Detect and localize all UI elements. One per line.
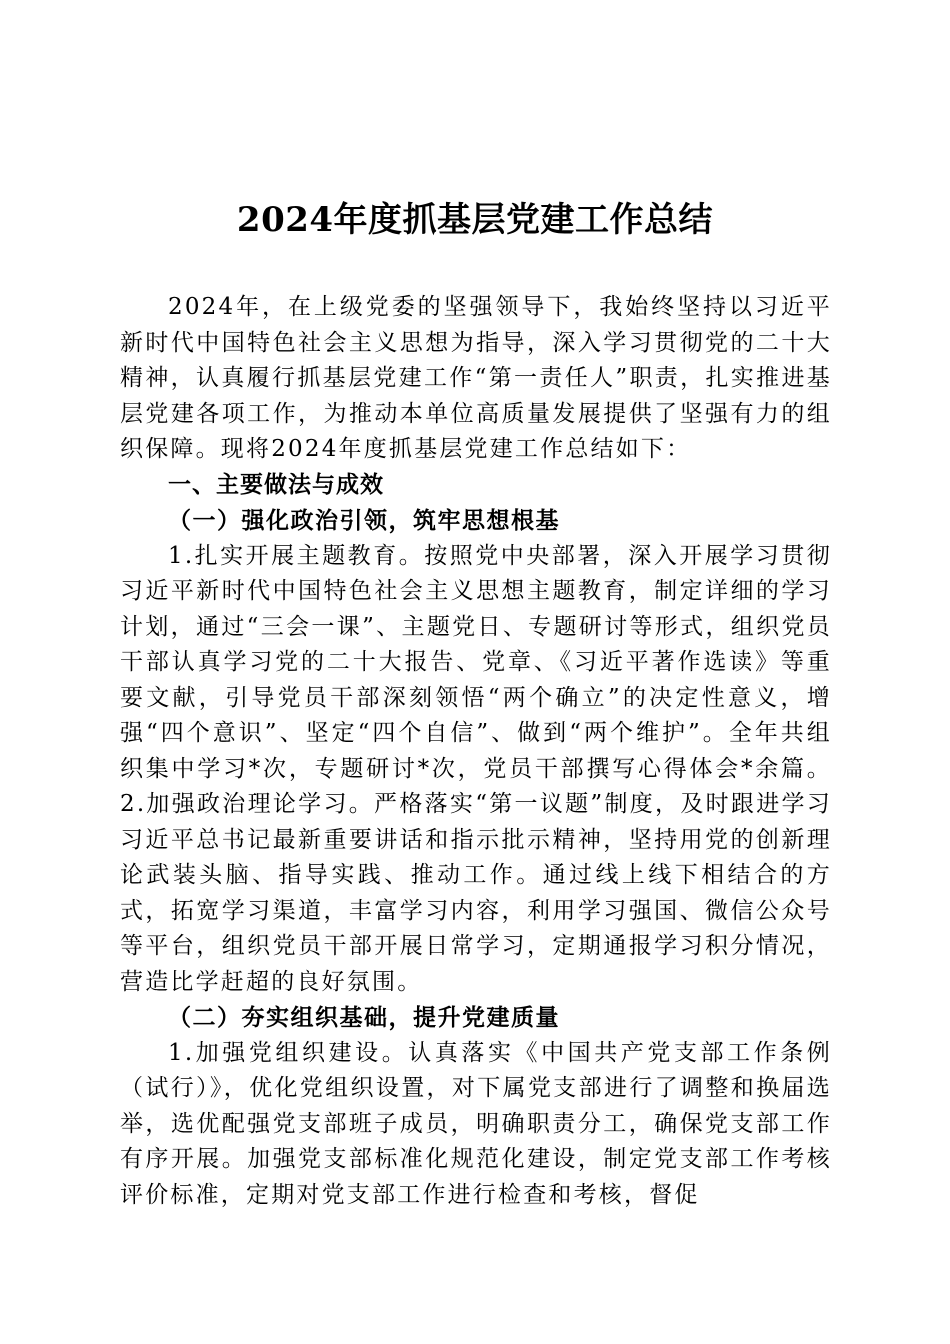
section-heading-1: 一、主要做法与成效 [168,471,384,498]
intro-paragraph: 2024年，在上级党委的坚强领导下，我始终坚持以习近平新时代中国特色社会主义思想为指导，深入学习贯彻党的二十大精神，认真履行抓基层党建工作“第一责任人”职责，扎实推进基层党建各项工作，为推动本单位高质量发展提供了坚强有力的组织保障。现将2024年度抓基层党建工作总结如下： [120,294,832,462]
subsection-heading-2: （二）夯实组织基础，提升党建质量 [168,1004,560,1031]
document-body [120,290,832,1213]
subsection-paragraph-1: 1.扎实开展主题教育。按照党中央部署，深入开展学习贯彻习近平新时代中国特色社会主义思想主题教育，制定详细的学习计划，通过“三会一课”、主题党日、专题研讨等形式，组织党员干部认真学习党的二十大报告、党章、《习近平著作选读》等重要文献，引导党员干部深刻领悟“两个确立”的决定性意义，增强“四个意识”、坚定“四个自信”、做到“两个维护”。全年共组织集中学习*次，专题研讨*次，党员干部撰写心得体会*余篇。2.加强政治理论学习。严格落实“第一议题”制度，及时跟进学习习近平总书记最新重要讲话和指示批示精神，坚持用党的创新理论武装头脑、指导实践、推动工作。通过线上线下相结合的方式，拓宽学习渠道，丰富学习内容，利用学习强国、微信公众号等平台，组织党员干部开展日常学习，定期通报学习积分情况，营造比学赶超的良好氛围。 [120,542,832,995]
subsection-paragraph-2: 1.加强党组织建设。认真落实《中国共产党支部工作条例（试行）》，优化党组织设置，对下属党支部进行了调整和换届选举，选优配强党支部班子成员，明确职责分工，确保党支部工作有序开展。加强党支部标准化规范化建设，制定党支部工作考核评价标准，定期对党支部工作进行检查和考核，督促 [120,1039,832,1208]
subsection-heading-1: （一）强化政治引领，筑牢思想根基 [168,507,560,534]
document-title: 2024年度抓基层党建工作总结 [236,200,714,240]
